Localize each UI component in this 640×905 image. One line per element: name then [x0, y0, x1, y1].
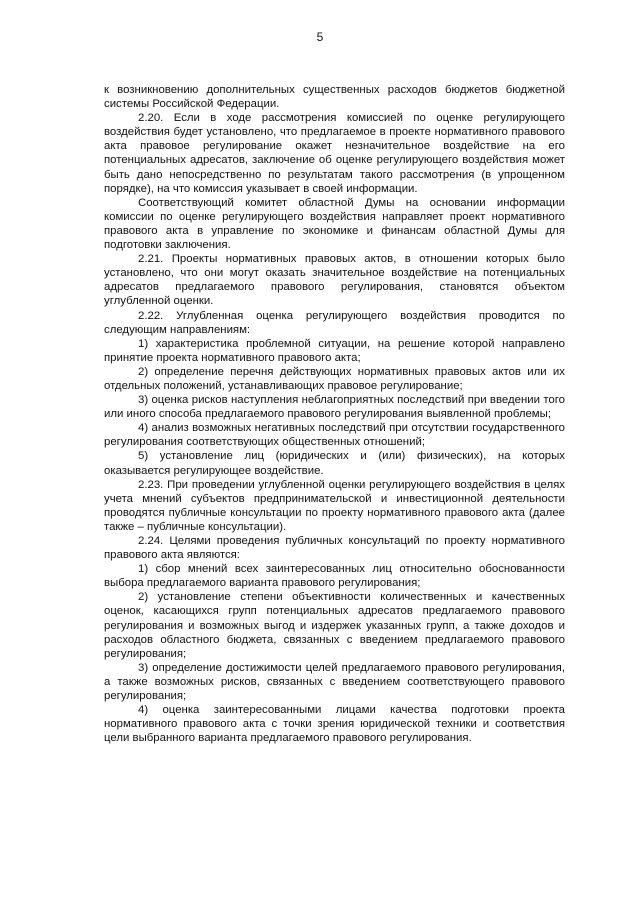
list-item: 1) сбор мнений всех заинтересованных лиц относительно обоснованности выбора предлагаемого варианта правового регулирования; — [104, 563, 565, 590]
list-item: 4) оценка заинтересованными лицами качества подготовки проекта нормативного правового акта с точки зрения юридической техники и соответствия цели выбранного варианта предлагаемого правового регулирования. — [104, 704, 565, 745]
paragraph: к возникновению дополнительных существенных расходов бюджетов бюджетной системы Российской Федерации. — [104, 84, 565, 111]
list-item: 4) анализ возможных негативных последствий при отсутствии государственного регулирования соответствующих общественных отношений; — [104, 422, 565, 449]
paragraph-2-21: 2.21. Проекты нормативных правовых актов, в отношении которых было установлено, что они могут оказать значительное воздействие на потенциальных адресатов предлагаемого правового регулирования, становятся объектом углубленной оценки. — [104, 253, 565, 308]
paragraph-2-20: 2.20. Если в ходе рассмотрения комиссией по оценке регулирующего воздействия будет установлено, что предлагаемое в проекте нормативного правового акта правовое регулирование окажет незначительное воздействие на его потенциальных адресатов, заключение об оценке регулирующего воздействия может быть дано непосредственно по результатам такого рассмотрения (в упрощенном порядке), на что комиссия указывает в своей информации. — [104, 112, 565, 195]
paragraph: Соответствующий комитет областной Думы на основании информации комиссии по оценке регулирующего воздействия направляет проект нормативного правового акта в управление по экономике и финансам областной Думы для подготовки заключения. — [104, 196, 565, 252]
list-item: 1) характеристика проблемной ситуации, на решение которой направлено принятие проекта нормативного правового акта; — [104, 337, 565, 364]
paragraph-2-23: 2.23. При проведении углубленной оценки регулирующего воздействия в целях учета мнений субъектов предпринимательской и инвестиционной деятельности проводятся публичные консультации по проекту нормативного правового акта (далее также – публичные консультации). — [104, 478, 565, 533]
page-number: 5 — [316, 30, 324, 44]
list-item: 5) установление лиц (юридических и (или) физических), на которых оказывается регулирующее воздействие. — [104, 450, 565, 477]
list-item: 2) установление степени объективности количественных и качественных оценок, касающихся групп потенциальных адресатов предлагаемого правового регулирования и возможных выгод и издержек указанных групп, а также доходов и расходов областного бюджета, связанных с введением предлагаемого правового регулирования; — [104, 591, 565, 660]
list-item: 3) определение достижимости целей предлагаемого правового регулирования, а также возможных рисков, связанных с введением соответствующего правового регулирования; — [104, 661, 565, 703]
document-body — [104, 83, 565, 745]
paragraph-2-22: 2.22. Углубленная оценка регулирующего воздействия проводится по следующим направлениям: — [104, 309, 565, 336]
list-item: 2) определение перечня действующих нормативных правовых актов или их отдельных положений, устанавливающих правовое регулирование; — [104, 365, 565, 392]
paragraph-2-24: 2.24. Целями проведения публичных консультаций по проекту нормативного правового акта являются: — [104, 535, 565, 562]
list-item: 3) оценка рисков наступления неблагоприятных последствий при введении того или иного способа предлагаемого правового регулирования выявленной проблемы; — [104, 394, 565, 421]
